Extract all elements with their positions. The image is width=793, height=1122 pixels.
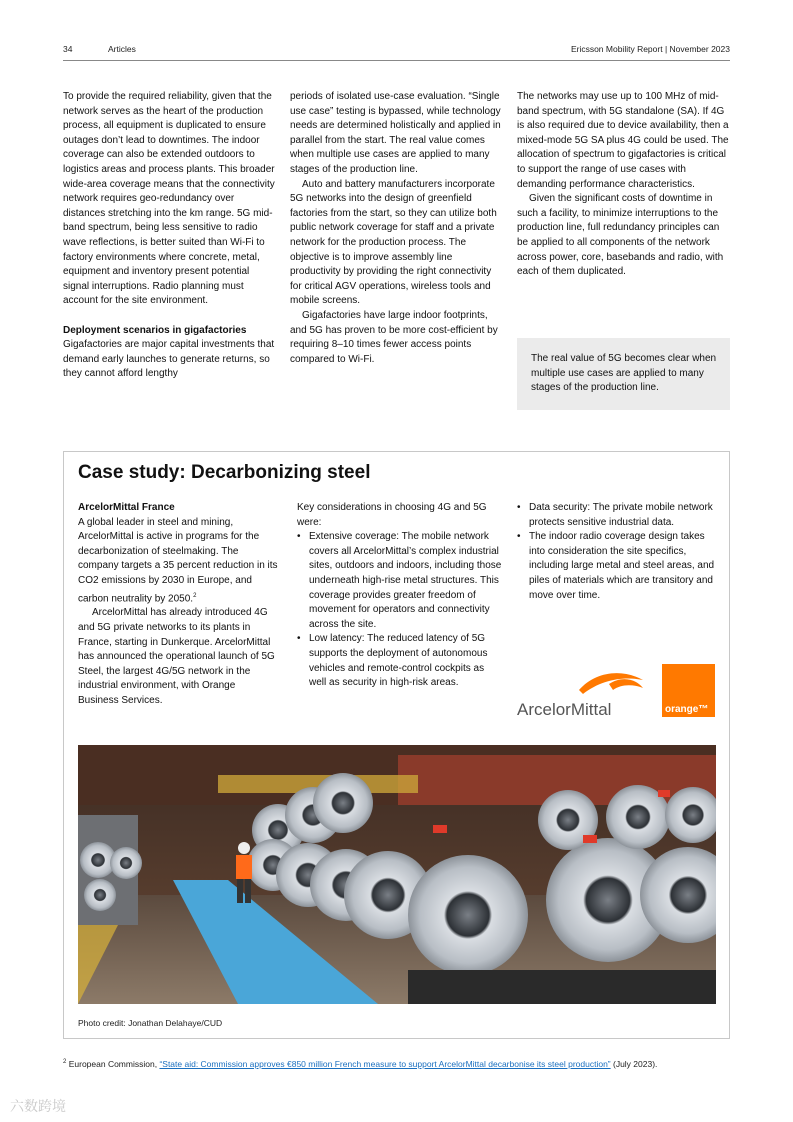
page-number: 34 <box>63 44 73 54</box>
footnote-suffix: (July 2023). <box>610 1059 658 1069</box>
article-column-1 <box>63 90 278 382</box>
article-column-2 <box>290 90 505 367</box>
case-column-3 <box>517 501 717 603</box>
paragraph: The networks may use up to 100 MHz of mid-band spectrum, with 5G standalone (SA). If 4G is also required due to device availability, then a mixed-mode 5G SA plus 4G could be used. The allocation of spectrum to gigafactories is critical to support the range of use cases with demanding performance characteristics. <box>517 91 729 190</box>
case-study-box <box>63 451 730 1039</box>
section-heading: Deployment scenarios in gigafactories <box>63 324 247 336</box>
list-item: • Data security: The private mobile network protects sensitive industrial data. <box>517 501 717 530</box>
footnote-number: 2 <box>63 1059 67 1066</box>
orange-wordmark: orange™ <box>665 704 709 715</box>
paragraph: Given the significant costs of downtime in such a facility, to minimize interruptions to the production line, full redundancy principles can be applied to all components of the network across power, core, basebands and radio, with each of them duplicated. <box>517 193 724 278</box>
pull-quote: The real value of 5G becomes clear when multiple use cases are applied to many stages of the production line. <box>517 338 730 410</box>
arcelormittal-wordmark: ArcelorMittal <box>517 700 612 719</box>
paragraph: Auto and battery manufacturers incorporate 5G networks into the design of greenfield factories from the start, so they can utilize both public network coverage for staff and a private network for the production process. The objective is to improve assembly line productivity by providing the right connectivity for critical AGV operations, wireless tools and mobile screens. <box>290 178 497 307</box>
arcelormittal-logo <box>517 673 643 719</box>
paragraph-text: A global leader in steel and mining, ArcelorMittal is active in programs for the decarbonization of steelmaking. The company targets a 35 percent reduction in its CO2 emissions by 2030 in Europe, and carbon neutrality by 2050. <box>78 516 278 604</box>
footnote-ref[interactable]: 2 <box>193 592 197 599</box>
list-item: • Extensive coverage: The mobile network covers all ArcelorMittal’s complex industrial sites, outdoors and indoors, including those underneath high-rise metal structures. This coverage provides greater freedom of movement for operators and connectivity across the site. <box>297 530 502 632</box>
watermark: 六数跨境 <box>10 1098 66 1114</box>
partner-logos <box>517 662 717 722</box>
key-considerations-intro: Key considerations in choosing 4G and 5G were: <box>297 502 487 528</box>
arcelor-swoosh-icon <box>609 679 643 690</box>
case-study-title: Case study: Decarbonizing steel <box>78 462 371 483</box>
page-header <box>63 42 730 61</box>
photo-credit: Photo credit: Jonathan Delahaye/CUD <box>78 1018 223 1028</box>
paragraph <box>78 516 278 607</box>
company-name: ArcelorMittal France <box>78 502 175 513</box>
paragraph: Gigafactories have large indoor footprints, and 5G has proven to be more cost-efficient by requiring 8–10 times fewer access points compared to Wi-Fi. <box>290 309 498 365</box>
steel-coils-photo <box>78 745 716 1004</box>
report-title: Ericsson Mobility Report | November 2023 <box>570 44 730 54</box>
footnote-link[interactable]: “State aid: Commission approves €850 million French measure to support ArcelorMittal decarbonise its steel production” <box>159 1059 611 1069</box>
list-item: • Low latency: The reduced latency of 5G supports the deployment of autonomous vehicles and remote-control cockpits as well as security in high-risk areas. <box>297 632 502 690</box>
paragraph: ArcelorMittal has already introduced 4G and 5G private networks to its plants in France, starting in Dunkerque. ArcelorMittal has announced the operational launch of 5G Steel, the largest 4G/5G network in the industrial environment, with Orange Business Services. <box>78 607 275 707</box>
article-column-3 <box>517 90 730 280</box>
footnote <box>63 1059 657 1069</box>
paragraph: Gigafactories are major capital investments that demand early launches to generate returns, so they cannot afford lengthy <box>63 339 275 380</box>
orange-logo <box>662 664 715 717</box>
footnote-prefix: European Commission, <box>68 1059 160 1069</box>
paragraph: To provide the required reliability, given that the network serves as the heart of the production process, all equipment is duplicated to ensure outages don’t lead to downtimes. The indoor coverage can also be extended outdoors to logistics areas and process plants. This broader wide-area coverage means that the connectivity network requires geo-redundancy over distances stretching into the km range. 5G mid-band spectrum, being less sensitive to radio wave reflections, is better suited than Wi-Fi to factory environments where concrete, metal, equipment and inventory present potential signal interruptions. Radio planning must account for the site environment. <box>63 91 275 307</box>
bullet-list <box>297 530 502 691</box>
list-item: • The indoor radio coverage design takes into consideration the site specifics, including large metal and steel areas, and piles of materials which are transitory and move over time. <box>517 530 717 603</box>
case-column-2 <box>297 501 502 691</box>
paragraph: periods of isolated use-case evaluation. “Single use case” testing is bypassed, while technology needs are determined holistically and applied in parallel from the start. The real value comes when multiple use cases are applied to many stages of the production line. <box>290 91 501 175</box>
case-column-1 <box>78 501 278 709</box>
section-label: Articles <box>108 44 136 54</box>
bullet-list <box>517 501 717 603</box>
